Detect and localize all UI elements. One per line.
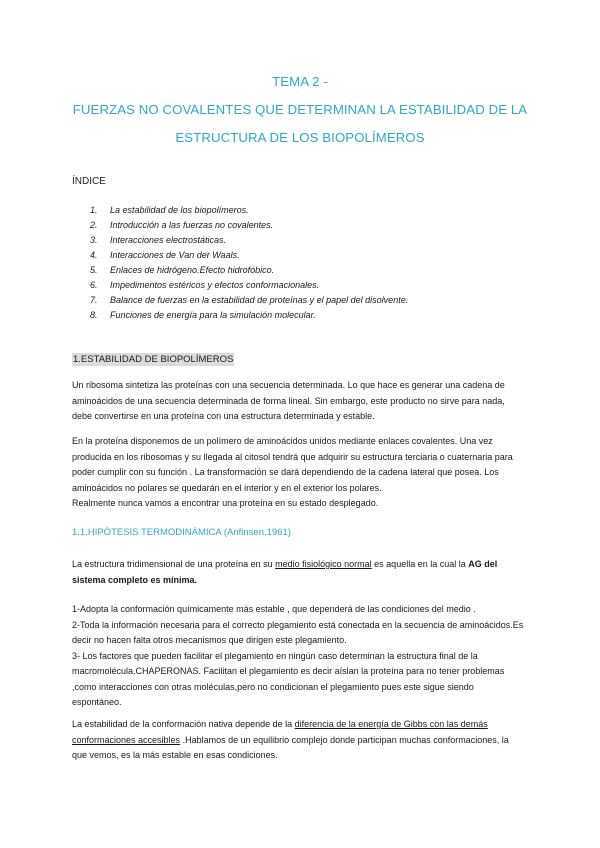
toc-item: 6. Impedimentos estéricos y efectos conformacionales.	[90, 280, 320, 290]
subsection-heading: 1.1.HIPÓTESIS TERMODINÁMICA (Anfinsen,1961)	[72, 527, 291, 538]
toc-item: 7. Balance de fuerzas en la estabilidad de proteínas y el papel del disolvente.	[90, 295, 409, 305]
paragraph-5: La estabilidad de la conformación nativa depende de la diferencia de la energía de Gibbs con las demás conformaciones accesibles .Hablamos de un equilibrio complejo donde participan muchas conformaciones, la que vemos, es la más estable en esas condiciones.	[72, 719, 509, 760]
toc-item: 1. La estabilidad de los biopolímeros.	[90, 205, 249, 215]
doc-title-line-1: TEMA 2 -	[272, 74, 328, 89]
section-heading: 1.ESTABILIDAD DE BIOPOLÍMEROS	[73, 354, 234, 365]
paragraph-3: La estructura tridimensional de una proteína en su medio fisiológico normal es aquella en la cual la AG del sistema completo es mínima.	[72, 559, 498, 585]
paragraph-4: 1-Adopta la conformación químicamente más estable , que dependerá de las condiciones del medio . 2-Toda la información necesaria para el correcto plegamiento está conectada en la secuencia de aminoácidos.Es decir no hacen falta otros mecanismos que dirigen este plegamiento. 3- Los factores que pueden facilitar el plegamiento en ningún caso determinan la estructura final de la macromolécula.CHAPERONAS. Facilitan el plegamiento es decir aíslan la proteína para no tener problemas ,como interacciones con otras moléculas,pero no condicionan el plegamiento pues este sigue siendo espontáneo.	[72, 604, 524, 707]
doc-title-line-2: FUERZAS NO COVALENTES QUE DETERMINAN LA ESTABILIDAD DE LA	[72, 102, 528, 117]
toc-item: 4. Interacciones de Van der Waals.	[90, 250, 240, 260]
toc-item: 3. Interacciones electrostáticas.	[90, 235, 227, 245]
toc-item: 2. Introducción a las fuerzas no covalentes.	[90, 220, 274, 230]
toc-item: 5. Enlaces de hidrógeno.Efecto hidrofóbico.	[90, 265, 275, 275]
doc-title-line-3: ESTRUCTURA DE LOS BIOPOLÍMEROS	[175, 130, 425, 145]
table-of-contents	[90, 203, 408, 323]
paragraph-1: Un ribosoma sintetiza las proteínas con una secuencia determinada. Lo que hace es generar una cadena de aminoácidos de una secuencia determinada de forma lineal. Sin embargo, este producto no sirve para nada, debe convertirse en una proteína con una estructura determinada y estable.	[72, 380, 505, 421]
toc-item: 8. Funciones de energía para la simulación molecular.	[90, 310, 316, 320]
paragraph-2: En la proteína disponemos de un polímero de aminoácidos unidos mediante enlaces covalentes. Una vez producida en los ribosomas y su llegada al citosol tendrá que adquirir su estructura terciaria o cuaternaria para poder cumplir con su función . La transformación se dará dependiendo de la cadena lateral que posea. Los aminoácidos no polares se quedarán en el interior y en el exterior los polares. Realmente nunca vamos a encontrar una proteína en su estado desplegado.	[72, 436, 513, 508]
index-label: ÍNDICE	[72, 176, 106, 187]
